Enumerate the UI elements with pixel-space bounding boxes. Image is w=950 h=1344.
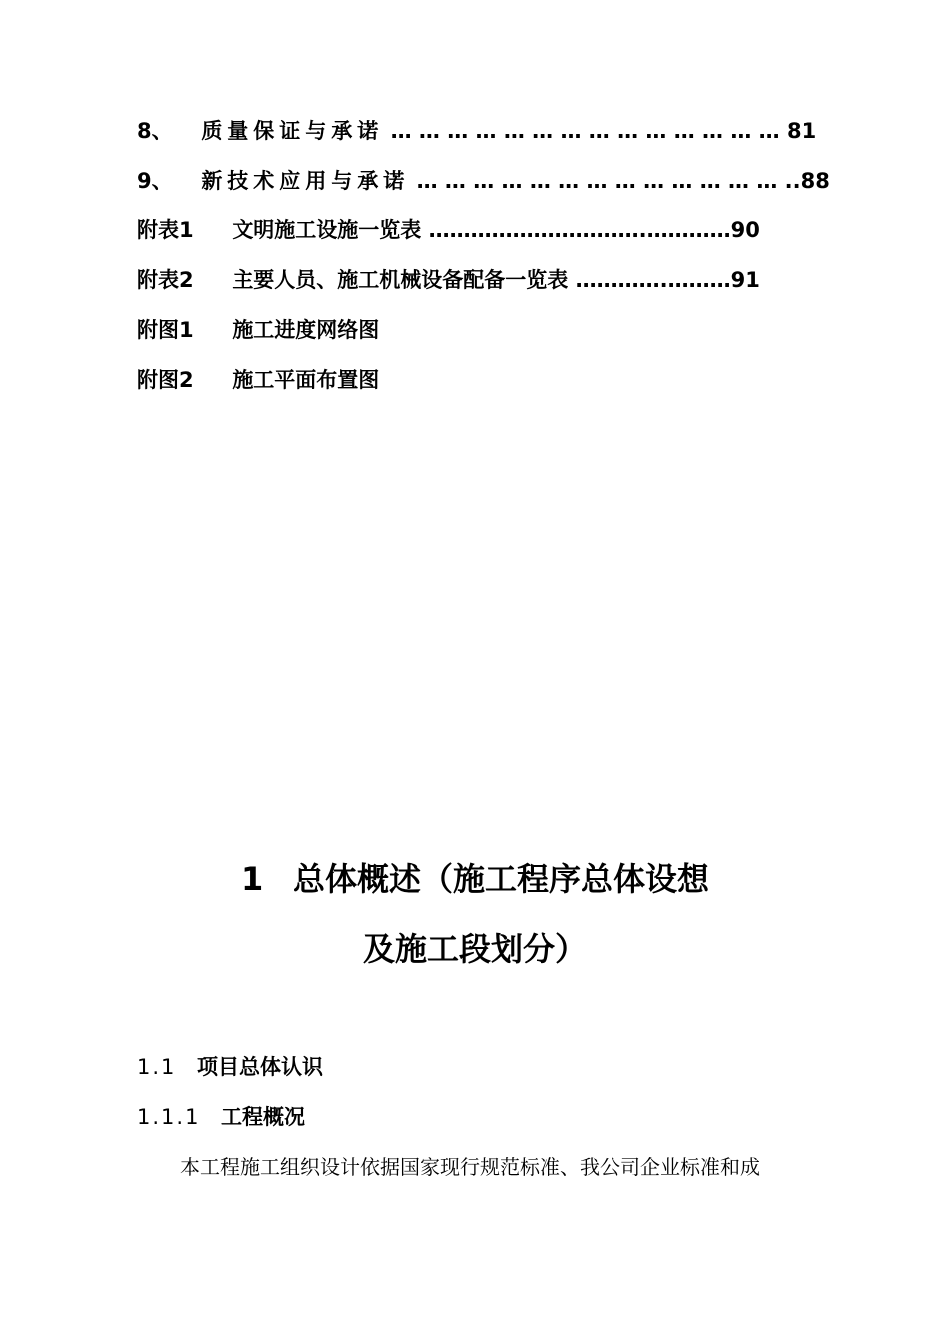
section-heading [137, 1052, 323, 1082]
toc-entry[interactable] [137, 315, 379, 345]
section-title: 项目总体认识 [197, 1055, 323, 1079]
toc-entry-leader: ………….………91 [575, 268, 760, 292]
toc-entry-number: 附表2 [137, 268, 194, 292]
toc-entry-leader: … … … … … … … … … … … … … … 81 [390, 119, 817, 143]
toc-entry-leader: ………………………….…………90 [428, 218, 760, 242]
toc-entry[interactable] [137, 265, 760, 295]
toc-entry[interactable] [137, 116, 816, 146]
section-number: 1.1 [137, 1055, 177, 1079]
toc-entry-title: 主要人员、施工机械设备配备一览表 [232, 268, 569, 292]
chapter-heading-line1 [0, 859, 950, 899]
toc-entry-title: 质量保证与承诺 [201, 119, 384, 143]
toc-entry-number: 8、 [137, 119, 173, 143]
subsection-title: 工程概况 [221, 1105, 305, 1129]
toc-entry-number: 附图2 [137, 368, 194, 392]
toc-entry-number: 附图1 [137, 318, 194, 342]
toc-entry-number: 9、 [137, 169, 173, 193]
toc-entry-title: 新技术应用与承诺 [201, 169, 410, 193]
toc-entry-number: 附表1 [137, 218, 194, 242]
chapter-number: 1 [240, 860, 264, 898]
chapter-heading-line2: 及施工段划分） [362, 930, 587, 968]
toc-entry[interactable] [137, 166, 830, 196]
subsection-heading [137, 1102, 305, 1132]
toc-entry[interactable] [137, 365, 379, 395]
toc-entry-title: 施工进度网络图 [232, 318, 380, 342]
toc-entry-title: 施工平面布置图 [232, 368, 380, 392]
toc-entry[interactable] [137, 215, 760, 245]
toc-entry-leader: … … … … … … … … … … … … … ..88 [416, 169, 830, 193]
chapter-title: 总体概述（施工程序总体设想 [292, 860, 709, 898]
toc-entry-title: 文明施工设施一览表 [232, 218, 422, 242]
subsection-number: 1.1.1 [137, 1105, 201, 1129]
body-paragraph: 本工程施工组织设计依据国家现行规范标准、我公司企业标准和成 [180, 1155, 760, 1179]
